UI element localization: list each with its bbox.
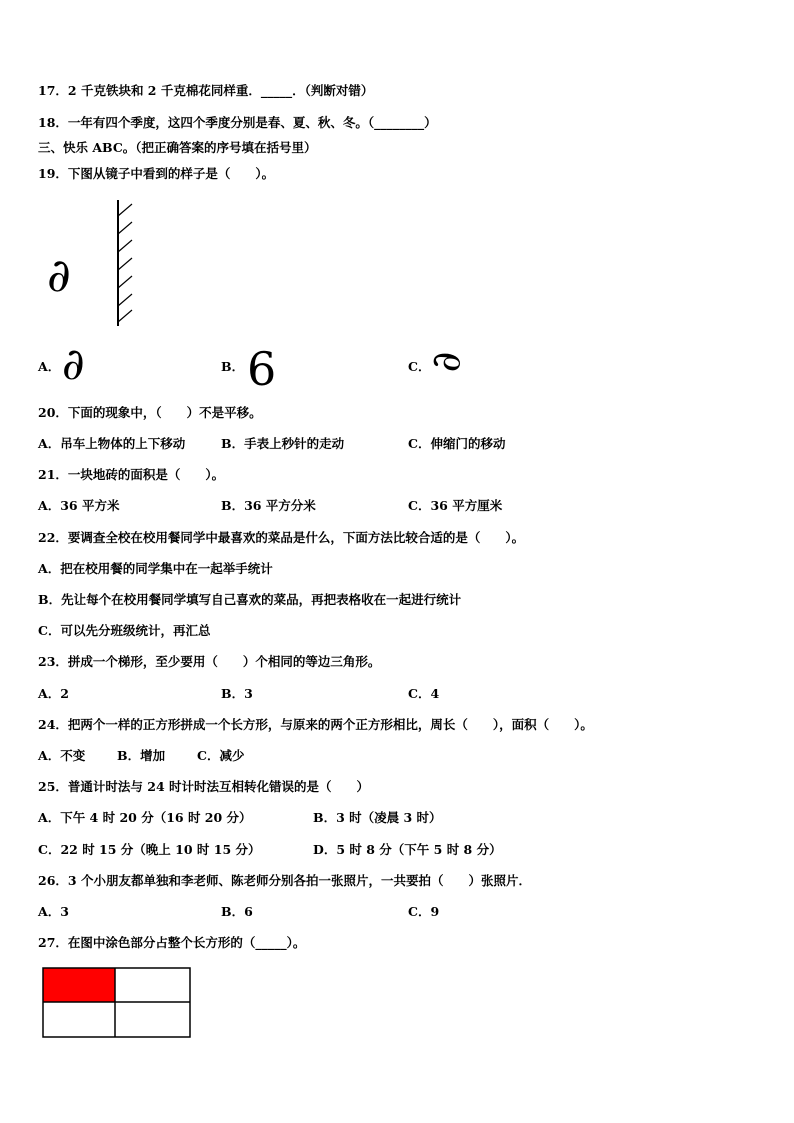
- question-23-stem: 23．拼成一个梯形，至少要用（ ）个相同的等边三角形。: [38, 654, 381, 669]
- q22-option-b: B．先让每个在校用餐同学填写自己喜欢的菜品，再把表格收在一起进行统计: [38, 592, 462, 607]
- q20-option-c: C．伸缩门的移动: [408, 436, 506, 451]
- q26-option-a: A．3: [38, 904, 69, 919]
- q22-option-a: A．把在校用餐的同学集中在一起举手统计: [38, 561, 273, 576]
- q26-option-c: C．9: [408, 904, 440, 919]
- q24-option-b: B．增加: [117, 748, 166, 763]
- question-26-stem: 26．3 个小朋友都单独和李老师、陈老师分别各拍一张照片，一共要拍（ ）张照片．: [38, 873, 531, 888]
- q24-option-a: A．不变: [38, 748, 86, 763]
- question-18: 18．一年有四个季度，这四个季度分别是春、夏、秋、冬。（________）: [38, 115, 437, 130]
- q19-option-a-glyph: ∂: [62, 339, 85, 390]
- q19-option-b-glyph: 6: [247, 342, 277, 396]
- question-17: 17．2 千克铁块和 2 千克棉花同样重．_____．（判断对错）: [38, 83, 374, 98]
- question-25-stem: 25．普通计时法与 24 时计时法互相转化错误的是（ ）: [38, 779, 369, 794]
- q23-option-a: A．2: [38, 686, 69, 701]
- q20-option-b: B．手表上秒针的走动: [221, 436, 345, 451]
- q23-option-b: B．3: [221, 686, 253, 701]
- q19-figure-glyph: ∂: [47, 248, 71, 302]
- q21-option-a: A．36 平方米: [38, 498, 120, 513]
- q25-option-d: D．5 时 8 分（下午 5 时 8 分）: [313, 842, 502, 857]
- q27-grid-figure: [42, 967, 192, 1039]
- q23-option-c: C．4: [408, 686, 440, 701]
- question-19-stem: 19．下图从镜子中看到的样子是（ ）。: [38, 166, 275, 181]
- q26-option-b: B．6: [221, 904, 253, 919]
- question-21-stem: 21．一块地砖的面积是（ ）。: [38, 467, 225, 482]
- q21-option-c: C．36 平方厘米: [408, 498, 503, 513]
- q19-option-c-glyph: ∂: [423, 351, 470, 373]
- q21-option-b: B．36 平方分米: [221, 498, 316, 513]
- q19-option-c-label: C．: [408, 359, 431, 374]
- question-27-stem: 27．在图中涂色部分占整个长方形的（_____）。: [38, 935, 306, 950]
- q19-option-b-label: B．: [221, 359, 245, 374]
- q24-option-c: C．减少: [197, 748, 245, 763]
- section-3-heading: 三、快乐 ABC。（把正确答案的序号填在括号里）: [38, 140, 317, 155]
- q20-option-a: A．吊车上物体的上下移动: [38, 436, 186, 451]
- question-24-stem: 24．把两个一样的正方形拼成一个长方形，与原来的两个正方形相比，周长（ ），面积（ ）。: [38, 717, 593, 732]
- question-22-stem: 22．要调查全校在校用餐同学中最喜欢的菜品是什么，下面方法比较合适的是（ ）。: [38, 530, 525, 545]
- q19-option-a-label: A．: [38, 359, 61, 374]
- q27-shaded-cell: [43, 968, 115, 1002]
- question-20-stem: 20．下面的现象中，（ ）不是平移。: [38, 405, 262, 420]
- q25-option-b: B．3 时（凌晨 3 时）: [313, 810, 442, 825]
- q22-option-c: C．可以先分班级统计，再汇总: [38, 623, 211, 638]
- q25-option-c: C．22 时 15 分（晚上 10 时 15 分）: [38, 842, 261, 857]
- mirror-figure: [110, 198, 140, 330]
- q25-option-a: A．下午 4 时 20 分（16 时 20 分）: [38, 810, 252, 825]
